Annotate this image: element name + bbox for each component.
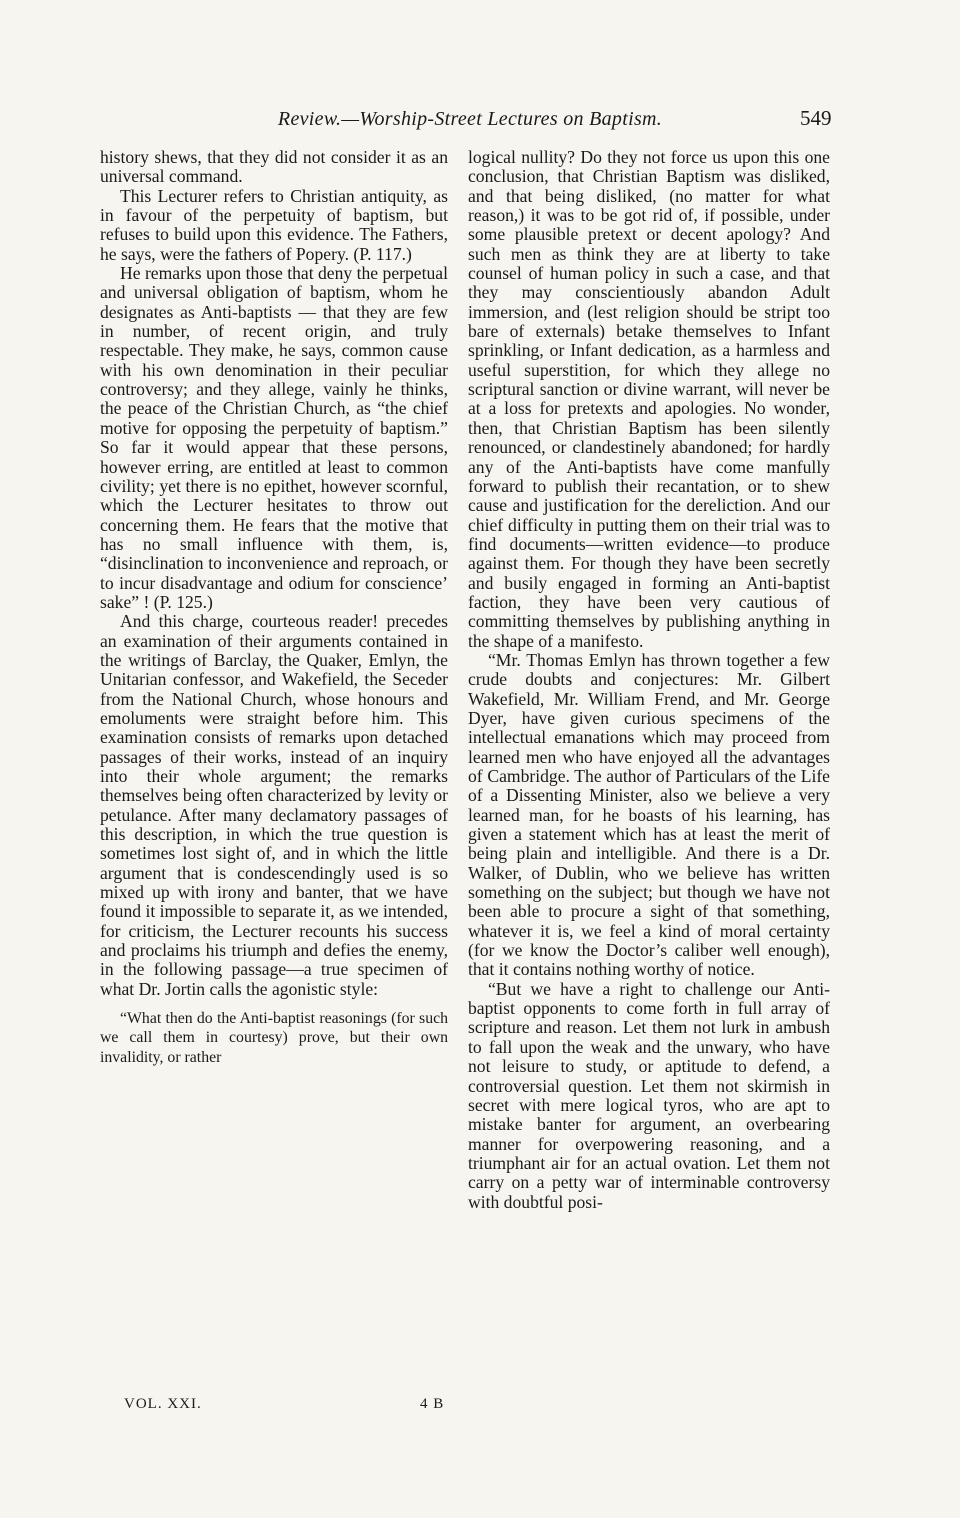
- block-quote: “What then do the Anti-baptist reasonings (for such we call them in courtesy) prove, but their own invalidity, or rather: [100, 1010, 448, 1066]
- right-column: [468, 148, 830, 1212]
- paragraph: He remarks upon those that deny the perpetual and universal obligation of baptism, whom he designates as Anti-baptists — that they are few in number, of recent origin, and truly respectable. They make, he says, common cause with his own denomination in their peculiar controversy; and they allege, vainly he thinks, the peace of the Christian Church, as “the chief motive for opposing the perpetuity of baptism.” So far it would appear that these persons, however erring, are entitled at least to common civility; yet there is no epithet, however scornful, which the Lecturer hesitates to throw out concerning them. He fears that the motive that has no small influence with them, is, “disinclination to inconvenience and reproach, or to incur disadvantage and odium for conscience’ sake” ! (P. 125.): [100, 263, 448, 612]
- running-title: Review.—Worship-Street Lectures on Baptism.: [277, 108, 663, 130]
- page-footer: [124, 1396, 454, 1413]
- page-number: 549: [800, 106, 832, 130]
- paragraph: And this charge, courteous reader! precedes an examination of their arguments contained in the writings of Barclay, the Quaker, Emlyn, the Unitarian confessor, and Wakefield, the Seceder from the National Church, whose honours and emoluments were straight before him. This examination consists of remarks upon detached passages of their works, instead of an inquiry into their whole argument; the remarks themselves being often characterized by levity or petulance. After many declamatory passages of this description, in which the true question is sometimes lost sight of, and in which the little argument that is condescendingly used is so mixed up with irony and banter, that we have found it impossible to separate it, as we intended, for criticism, the Lecturer recounts his success and proclaims his triumph and defies the enemy, in the following passage—a true specimen of what Dr. Jortin calls the agonistic style:: [100, 611, 448, 999]
- paragraph: This Lecturer refers to Christian antiquity, as in favour of the perpetuity of baptism, but refuses to build upon this evidence. The Fathers, he says, were the fathers of Popery. (P. 117.): [100, 185, 448, 264]
- paragraph: history shews, that they did not consider it as an universal command.: [100, 147, 448, 187]
- volume-label: VOL. XXI.: [124, 1396, 202, 1412]
- paragraph: logical nullity? Do they not force us upon this one conclusion, that Christian Baptism was disliked, and that being disliked, (no matter for what reason,) it was to be got rid of, if possible, under some plausible pretext or decent apology? And such men as think they are at liberty to take counsel of human policy in such a case, and that they may conscientiously abandon Adult immersion, and (lest religion should be stript too bare of externals) betake themselves to Infant sprinkling, or Infant dedication, as a harmless and useful superstition, for which they allege no scriptural sanction or divine warrant, will never be at a loss for pretexts and apologies. No wonder, then, that Christian Baptism has been silently renounced, or clandestinely abandoned; for hardly any of the Anti-baptists have come manfully forward to publish their recantation, or to shew cause and justification for the dereliction. And our chief difficulty in putting them on their trial was to find documents—written evidence—to produce against them. For though they have been secretly and busily engaged in forming an Anti-baptist faction, they have been very cautious of committing themselves by publishing anything in the shape of a manifesto.: [468, 147, 830, 651]
- left-column: [100, 148, 448, 1067]
- signature-mark: 4 B: [420, 1396, 445, 1412]
- paragraph: “Mr. Thomas Emlyn has thrown together a few crude doubts and conjectures: Mr. Gilbert Wakefield, Mr. William Frend, and Mr. George Dyer, have given curious specimens of the intellectual emanations which may proceed from learned men who have enjoyed all the advantages of Cambridge. The author of Particulars of the Life of a Dissenting Minister, also we believe a very learned man, for he boasts of his learning, has given a statement which has at least the merit of being plain and intelligible. And there is a Dr. Walker, of Dublin, who we believe has written something on the subject; but though we have not been able to procure a sight of that something, whatever it is, we feel a kind of moral certainty (for we know the Doctor’s caliber well enough), that it contains nothing worthy of notice.: [468, 649, 830, 980]
- paragraph: “But we have a right to challenge our Anti-baptist opponents to come forth in full array of scripture and reason. Let them not lurk in ambush to fall upon the weak and the unwary, who have not leisure to study, or aptitude to defend, a controversial question. Let them not skirmish in secret with mere logical tyros, who are apt to mistake banter for argument, an overbearing manner for overpowering reasoning, and a triumphant air for an actual ovation. Let them not carry on a petty war of interminable controversy with doubtful posi-: [468, 978, 830, 1212]
